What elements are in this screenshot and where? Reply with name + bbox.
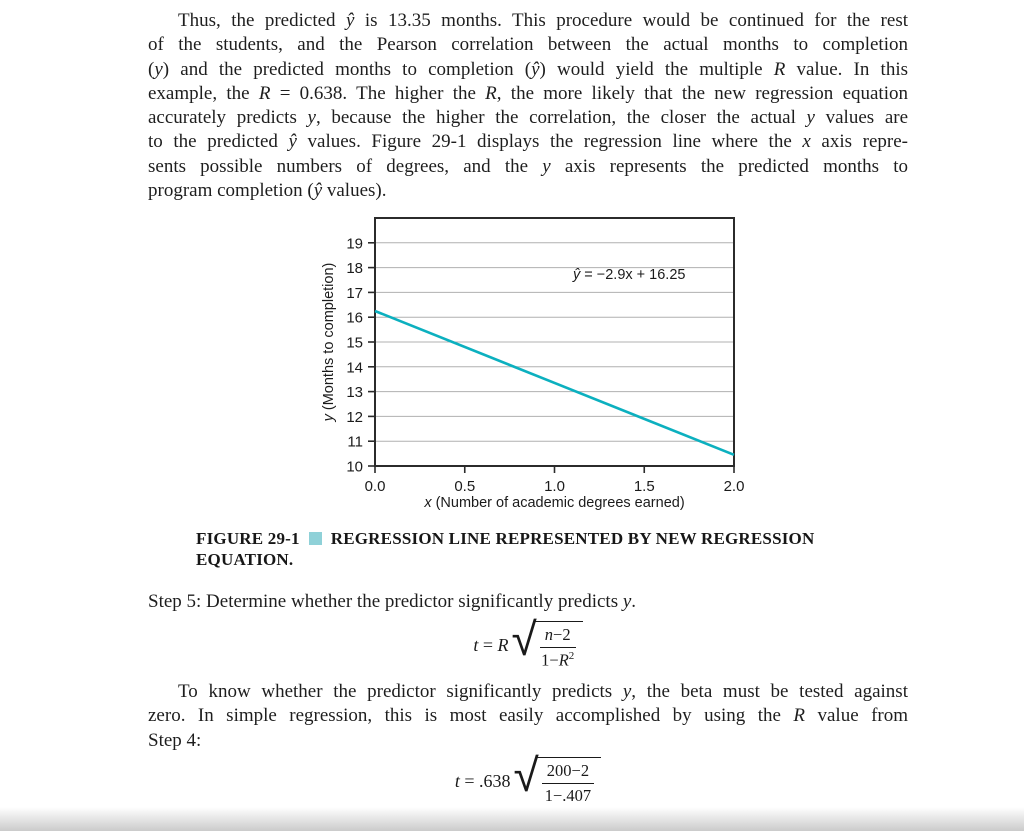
chart-canvas <box>148 208 908 514</box>
svg-text:17: 17 <box>346 285 363 303</box>
equation-lhs: t = .638 <box>454 771 511 792</box>
svg-text:1.0: 1.0 <box>544 478 565 496</box>
svg-text:15: 15 <box>346 334 363 352</box>
paragraph-1-line: accurately predicts y, because the higher the correlation, the closer the actual y values are <box>148 107 909 129</box>
svg-text:1.5: 1.5 <box>633 478 655 496</box>
svg-text:13: 13 <box>346 384 363 402</box>
figure-caption-title: REGRESSION LINE REPRESENTED BY NEW REGRESSION <box>330 529 815 549</box>
svg-text:16: 16 <box>346 310 363 328</box>
svg-text:0.5: 0.5 <box>454 478 476 496</box>
fraction-denominator: $1-R^2$ <box>541 649 575 670</box>
paragraph-1-line: of the students, and the Pearson correlation between the actual months to completion <box>148 34 908 56</box>
radicand <box>537 757 601 806</box>
radicand <box>535 621 583 671</box>
svg-text:12: 12 <box>346 409 363 427</box>
svg-text:18: 18 <box>346 260 363 278</box>
paragraph-2-line: zero. In simple regression, this is most easily accomplished by using the R value from <box>148 705 909 727</box>
t-formula-equation <box>148 611 908 671</box>
svg-text:2.0: 2.0 <box>723 478 745 496</box>
radical-expression <box>513 748 602 806</box>
paragraph-1-line: program completion (ŷ values). <box>148 180 387 202</box>
figure-29-1-chart <box>148 208 908 514</box>
t-computation-equation <box>148 748 908 806</box>
regression-equation-annotation: ŷ = −2.9x + 16.25 <box>573 267 686 284</box>
svg-text:19: 19 <box>346 235 363 253</box>
x-axis-label: x (Number of academic degrees earned) <box>424 495 685 512</box>
equation-lhs: t = R <box>473 634 509 655</box>
paragraph-1-line: example, the R = 0.638. The higher the R, the more likely that the new regression equation <box>148 82 908 104</box>
fraction-denominator: 1−.407 <box>544 786 592 806</box>
svg-text:10: 10 <box>346 458 363 476</box>
paragraph-1 <box>148 9 908 203</box>
figure-label: FIGURE 29-1 <box>196 529 300 549</box>
fraction <box>540 625 576 671</box>
paragraph-1-line: Thus, the predicted ŷ is 13.35 months. This procedure would be continued for the rest <box>178 10 908 31</box>
svg-text:0.0: 0.0 <box>364 478 386 496</box>
paragraph-1-line: (y) and the predicted months to completion (ŷ) would yield the multiple R value. In this <box>148 58 908 80</box>
fraction-numerator: n−2 <box>540 625 576 648</box>
caption-square-icon <box>309 532 322 545</box>
svg-text:14: 14 <box>346 359 363 377</box>
figure-caption-line-2: EQUATION. <box>196 550 294 570</box>
radical-expression <box>511 611 583 671</box>
radical-sign-icon: √ <box>511 611 537 666</box>
paragraph-2-line: To know whether the predictor significantly predicts y, the beta must be tested against <box>178 681 908 703</box>
figure-caption-line-1 <box>196 528 908 549</box>
y-axis-label: y (Months to completion) <box>321 263 337 422</box>
paragraph-1-line: to the predicted ŷ values. Figure 29-1 displays the regression line where the x axis repre- <box>148 131 908 153</box>
figure-caption <box>196 528 908 570</box>
fraction <box>542 761 594 806</box>
svg-text:11: 11 <box>347 434 363 452</box>
paragraph-2 <box>148 680 908 753</box>
fraction-numerator: 200−2 <box>542 761 594 784</box>
radical-sign-icon: √ <box>513 748 539 803</box>
page-bottom-shadow <box>0 807 1024 831</box>
step-5-heading: Step 5: Determine whether the predictor significantly predicts y. <box>148 591 637 613</box>
paragraph-1-line: sents possible numbers of degrees, and the y axis represents the predicted months to <box>148 155 908 177</box>
paragraph-2-line: Step 4: <box>148 729 202 751</box>
